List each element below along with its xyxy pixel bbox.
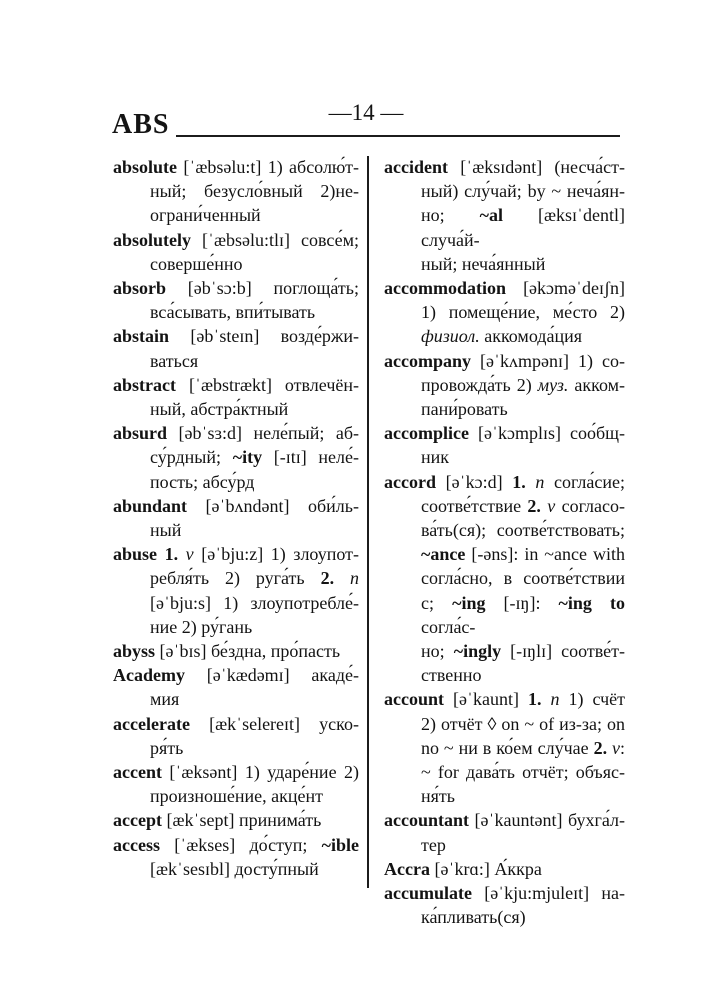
entry-line <box>113 712 359 736</box>
dictionary-entry-accomplice <box>384 421 625 469</box>
text-run: absorb <box>113 278 167 299</box>
column-divider <box>367 156 369 888</box>
entry-line <box>113 857 359 881</box>
dictionary-entry-absolute <box>113 155 359 228</box>
text-run <box>178 544 186 564</box>
text-run: [əˈkju:mjuleɪt] на- <box>471 883 625 904</box>
text-run: n <box>535 471 545 492</box>
entry-line <box>384 784 625 808</box>
dictionary-entry-absolutely <box>113 228 359 276</box>
entry-line <box>384 712 625 736</box>
text-run: n <box>350 568 360 589</box>
text-run: Accra <box>384 858 430 879</box>
text-run: ~ance <box>421 544 466 565</box>
text-run: ребля́ть 2) руга́ть <box>150 568 321 589</box>
dictionary-entry-academy <box>113 663 359 711</box>
dictionary-entry-abuse <box>113 542 359 639</box>
dictionary-entry-accord <box>384 470 625 688</box>
text-run: 2) отчёт ◊ on ~ of из-за; on <box>421 713 625 734</box>
text-run: ние 2) ру́гань <box>150 616 253 637</box>
entry-line <box>384 252 625 276</box>
text-run: [ˈæksənt] 1) ударе́ние 2) <box>161 762 359 783</box>
entry-line <box>384 397 625 421</box>
text-run: n <box>550 689 560 710</box>
entry-line <box>113 349 359 373</box>
dictionary-column-right <box>384 155 625 930</box>
text-run: с; <box>421 592 453 613</box>
text-run: [əkɔməˈdeɪʃn] <box>505 278 625 299</box>
entry-line <box>113 687 359 711</box>
text-run: ~ing to <box>558 592 626 613</box>
text-run: [ækˈselereɪt] уско- <box>189 713 359 734</box>
entry-line <box>113 445 359 469</box>
text-run: 1) счёт <box>559 689 625 710</box>
text-run: accident <box>384 157 448 177</box>
text-run: [əˈkaunt] <box>444 689 528 710</box>
text-run: absurd <box>113 423 168 444</box>
text-run: соотве́тствие <box>421 495 528 516</box>
text-run: ный, абстра́ктный <box>150 399 289 420</box>
text-run: ~ity <box>232 447 263 468</box>
text-run: [ˈækses] до́ступ; <box>159 834 322 855</box>
text-run: 2. <box>593 737 608 758</box>
entry-line <box>113 542 359 566</box>
entry-line <box>384 736 625 760</box>
text-run: [ækˈsept] принима́ть <box>161 810 322 831</box>
dictionary-entry-abstract <box>113 373 359 421</box>
entry-line <box>384 566 625 590</box>
text-run: ня́ть <box>421 786 455 807</box>
text-run: ный <box>150 520 182 541</box>
text-run: су́рдный; <box>150 447 233 468</box>
text-run: муз. <box>537 374 569 395</box>
text-run: ный; неча́янный <box>421 253 546 274</box>
text-run: v <box>612 737 620 758</box>
text-run: ~al <box>479 205 504 226</box>
entry-line <box>384 760 625 784</box>
text-run: accumulate <box>384 883 472 904</box>
text-run: [əbˈsɜ:d] неле́пый; аб- <box>167 423 359 444</box>
text-run: ря́ть <box>150 737 184 758</box>
text-run: [əˈbju:s] 1) злоупотребле́- <box>150 592 359 613</box>
text-run: [ˈæbsəlu:t] 1) абсолю́т- <box>177 157 359 177</box>
text-run: но; <box>421 641 454 662</box>
text-run: abyss <box>113 641 156 662</box>
text-run: [əˈkædəmɪ] акаде́- <box>184 665 359 686</box>
entry-line <box>113 421 359 445</box>
dictionary-entry-abundant <box>113 494 359 542</box>
text-run: пость; абсу́рд <box>150 471 255 492</box>
header-rule <box>176 135 620 137</box>
text-run: account <box>384 689 444 710</box>
entry-line <box>113 228 359 252</box>
text-run: согла́сие; <box>544 471 625 492</box>
text-run: ~ for дава́ть отчёт; объяс- <box>421 762 625 783</box>
text-run: ваться <box>150 350 199 371</box>
text-run: 1) помеще́ние, ме́сто 2) <box>421 302 625 323</box>
entry-line <box>113 760 359 784</box>
entry-line <box>384 687 625 711</box>
text-run: no ~ ни в ко́ем слу́чае <box>421 737 594 758</box>
entry-line <box>384 300 625 324</box>
text-run: accept <box>113 810 162 831</box>
dictionary-entry-accommodation <box>384 276 625 349</box>
entry-line <box>384 663 625 687</box>
text-run: ~ingly <box>453 641 502 662</box>
text-run: abstain <box>113 326 170 347</box>
entry-line <box>113 179 359 203</box>
entry-line <box>384 518 625 542</box>
entry-line <box>384 373 625 397</box>
entry-line <box>384 857 625 881</box>
text-run: accord <box>384 471 436 492</box>
entry-line <box>113 494 359 518</box>
text-run: accompany <box>384 350 471 371</box>
text-run: abundant <box>113 495 188 516</box>
entry-line <box>384 470 625 494</box>
text-run: вса́сывать, впи́тывать <box>150 302 316 323</box>
entry-line <box>384 349 625 373</box>
text-run: abuse 1. <box>113 544 179 565</box>
text-run: акком- <box>568 374 626 395</box>
text-run: ва́ть(ся); соотве́тствовать; <box>421 520 625 541</box>
text-run: [æksɪˈdentl] случа́й- <box>421 205 625 250</box>
entry-line <box>113 736 359 760</box>
text-run: тер <box>421 834 446 855</box>
text-run: accent <box>113 762 162 783</box>
text-run: 2. <box>527 495 541 516</box>
entry-line <box>384 324 625 348</box>
entry-line <box>113 591 359 615</box>
entry-line <box>113 518 359 542</box>
entry-line <box>384 155 625 179</box>
text-run: физиол. <box>421 326 480 347</box>
dictionary-entry-accelerate <box>113 712 359 760</box>
text-run: ник <box>421 447 450 468</box>
text-run: accelerate <box>113 713 190 734</box>
text-run: 1. <box>512 471 526 492</box>
guide-word: ABS <box>112 109 170 140</box>
text-run: accommodation <box>384 278 506 299</box>
entry-line <box>113 808 359 832</box>
text-run: accountant <box>384 810 469 831</box>
text-run: [ˈæbsəlu:tlɪ] совсе́м; <box>191 229 359 250</box>
text-run: 1. <box>527 689 542 710</box>
entry-line <box>113 663 359 687</box>
text-run: [-ɪŋ]: <box>485 592 559 613</box>
entry-line <box>113 639 359 663</box>
text-run: ный; безусло́вный 2)не- <box>150 181 359 202</box>
entry-line <box>113 373 359 397</box>
dictionary-entry-accident <box>384 155 625 276</box>
entry-line <box>384 833 625 857</box>
entry-line <box>113 615 359 639</box>
text-run: [əˈkrɑ:] А́ккра <box>429 858 542 879</box>
text-run: согласо- <box>555 495 625 516</box>
text-run: [-ɪtɪ] неле́- <box>262 447 359 468</box>
entry-line <box>384 445 625 469</box>
entry-line <box>113 566 359 590</box>
dictionary-entry-accept <box>113 808 359 832</box>
entry-line <box>113 397 359 421</box>
dictionary-entry-accent <box>113 760 359 808</box>
entry-line <box>113 276 359 300</box>
entry-line <box>113 155 359 179</box>
text-run: ограни́ченный <box>150 205 261 226</box>
text-run: пани́ровать <box>421 399 508 420</box>
entry-line <box>384 881 625 905</box>
text-run: [əbˈsteɪn] возде́ржи- <box>169 326 359 347</box>
dictionary-entry-accra <box>384 857 625 881</box>
entry-line <box>113 470 359 494</box>
dictionary-entry-accountant <box>384 808 625 856</box>
text-run: но; <box>421 205 480 226</box>
entry-line <box>113 203 359 227</box>
text-run: мия <box>150 689 180 710</box>
entry-line <box>384 421 625 445</box>
entry-line <box>113 784 359 808</box>
text-run: : <box>620 737 626 758</box>
entry-line <box>384 179 625 203</box>
entry-line <box>384 542 625 566</box>
text-run: v <box>547 495 556 516</box>
text-run: [ækˈsesɪbl] досту́пный <box>150 858 319 879</box>
text-run: 2. <box>320 568 335 589</box>
text-run: accomplice <box>384 423 469 444</box>
entry-line <box>384 808 625 832</box>
page-number: —14 — <box>328 100 404 125</box>
entry-line <box>113 300 359 324</box>
text-run: ~ible <box>321 834 359 855</box>
text-run <box>526 472 536 492</box>
dictionary-entry-absurd <box>113 421 359 494</box>
text-run: absolute <box>113 157 178 177</box>
dictionary-entry-absorb <box>113 276 359 324</box>
text-run: access <box>113 834 160 855</box>
entry-line <box>384 591 625 639</box>
text-run: [əˈbɪs] бе́здна, про́пасть <box>155 641 341 662</box>
text-run <box>334 568 350 588</box>
text-run: соверше́нно <box>150 253 243 274</box>
dictionary-entry-access <box>113 833 359 881</box>
entry-line <box>113 833 359 857</box>
text-run: [ˈæbstrækt] отвлечён- <box>175 374 359 395</box>
text-run: [-ɪŋlɪ] соотве́т- <box>501 641 625 662</box>
text-run: [əˈbʌndənt] оби́ль- <box>187 495 359 516</box>
entry-line <box>384 639 625 663</box>
text-run: absolutely <box>113 229 192 250</box>
text-run: аккомода́ция <box>479 326 582 347</box>
entry-line <box>384 905 625 929</box>
entry-line <box>113 252 359 276</box>
dictionary-entry-abstain <box>113 324 359 372</box>
text-run: [əˈkɔmplɪs] соо́бщ- <box>468 423 625 444</box>
text-run: провожда́ть 2) <box>421 374 538 395</box>
text-run: ный) слу́чай; by ~ неча́ян- <box>421 181 625 202</box>
text-run: [ˈæksɪdənt] (несча́ст- <box>447 157 625 177</box>
text-run: [əˈbju:z] 1) злоупот- <box>193 544 360 565</box>
dictionary-entry-accumulate <box>384 881 625 929</box>
text-run: [-əns]: in ~ance with <box>465 544 625 565</box>
text-run: [əˈkʌmpənɪ] 1) со- <box>471 350 625 371</box>
dictionary-entry-abyss <box>113 639 359 663</box>
text-run: [əˈkɔ:d] <box>435 471 513 492</box>
dictionary-entry-accompany <box>384 349 625 422</box>
text-run: ственно <box>421 665 482 686</box>
text-run: v <box>185 544 194 565</box>
entry-line <box>384 276 625 300</box>
text-run: согла́с- <box>421 616 476 637</box>
dictionary-column-left <box>113 155 359 881</box>
text-run: ~ing <box>452 592 486 613</box>
dictionary-entry-account <box>384 687 625 808</box>
text-run: [əˈkauntənt] бухга́л- <box>469 810 625 831</box>
entry-line <box>384 203 625 251</box>
text-run: произноше́ние, акце́нт <box>150 786 323 807</box>
text-run: согла́сно, в соотве́тствии <box>421 568 625 589</box>
text-run: abstract <box>113 374 176 395</box>
entry-line <box>384 494 625 518</box>
entry-line <box>113 324 359 348</box>
text-run: ка́пливать(ся) <box>421 907 526 928</box>
text-run: [əbˈsɔ:b] поглоща́ть; <box>166 278 359 299</box>
text-run: Academy <box>113 665 185 686</box>
